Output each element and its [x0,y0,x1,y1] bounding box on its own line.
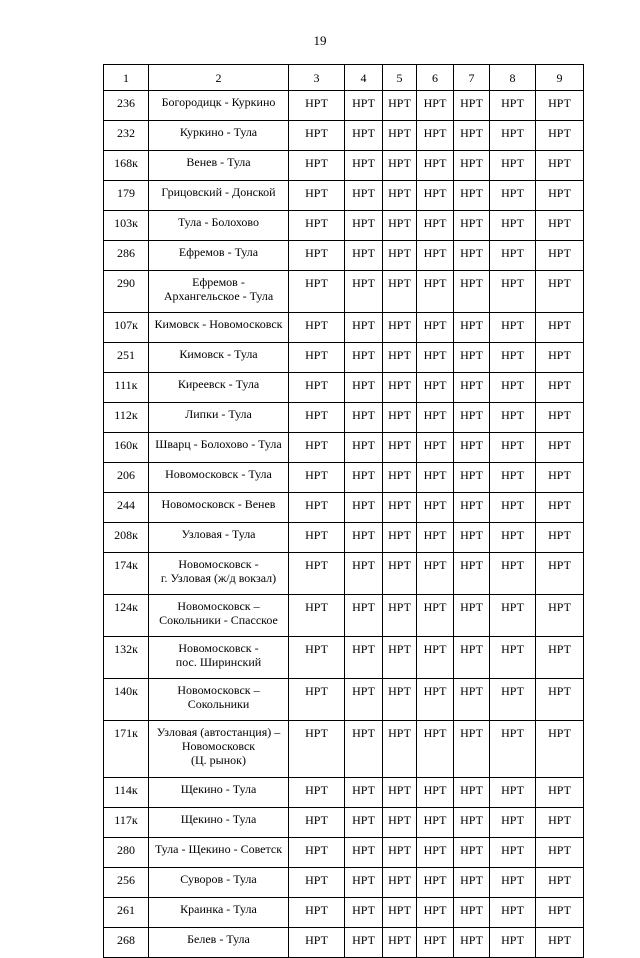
status-cell: НРТ [383,433,417,463]
status-cell: НРТ [454,463,490,493]
status-cell: НРТ [417,151,454,181]
status-cell: НРТ [454,313,490,343]
status-cell: НРТ [345,595,383,637]
status-cell: НРТ [536,313,584,343]
status-cell: НРТ [417,271,454,313]
table-row [104,595,584,637]
table-row [104,523,584,553]
status-cell: НРТ [536,343,584,373]
status-cell: НРТ [454,928,490,958]
status-cell: НРТ [454,151,490,181]
route-name-cell: Новомосковск - пос. Ширинский [149,637,289,679]
status-cell: НРТ [417,433,454,463]
route-code-cell: 124к [104,595,149,637]
status-cell: НРТ [345,553,383,595]
route-code-cell: 111к [104,373,149,403]
status-cell: НРТ [536,211,584,241]
table-row [104,403,584,433]
status-cell: НРТ [536,241,584,271]
status-cell: НРТ [454,433,490,463]
status-cell: НРТ [490,91,536,121]
status-cell: НРТ [383,271,417,313]
status-cell: НРТ [345,241,383,271]
status-cell: НРТ [536,373,584,403]
header-cell-8: 8 [490,65,536,91]
status-cell: НРТ [289,343,345,373]
status-cell: НРТ [454,373,490,403]
status-cell: НРТ [383,928,417,958]
header-cell-2: 2 [149,65,289,91]
route-name-cell: Ефремов - Архангельское - Тула [149,271,289,313]
status-cell: НРТ [536,403,584,433]
route-code-cell: 171к [104,721,149,778]
status-cell: НРТ [490,928,536,958]
status-cell: НРТ [454,523,490,553]
status-cell: НРТ [536,181,584,211]
route-name-cell: Шварц - Болохово - Тула [149,433,289,463]
status-cell: НРТ [536,808,584,838]
status-cell: НРТ [417,523,454,553]
header-cell-9: 9 [536,65,584,91]
header-row [104,65,584,91]
route-code-cell: 174к [104,553,149,595]
status-cell: НРТ [289,433,345,463]
status-cell: НРТ [289,313,345,343]
status-cell: НРТ [289,595,345,637]
status-cell: НРТ [454,493,490,523]
status-cell: НРТ [490,121,536,151]
status-cell: НРТ [383,493,417,523]
status-cell: НРТ [383,181,417,211]
status-cell: НРТ [490,778,536,808]
status-cell: НРТ [417,808,454,838]
status-cell: НРТ [417,91,454,121]
status-cell: НРТ [490,637,536,679]
route-code-cell: 286 [104,241,149,271]
status-cell: НРТ [345,433,383,463]
route-code-cell: 208к [104,523,149,553]
status-cell: НРТ [536,91,584,121]
status-cell: НРТ [490,463,536,493]
status-cell: НРТ [345,898,383,928]
status-cell: НРТ [345,181,383,211]
route-name-cell: Новомосковск – Сокольники - Спасское [149,595,289,637]
status-cell: НРТ [383,241,417,271]
status-cell: НРТ [383,679,417,721]
status-cell: НРТ [454,637,490,679]
status-cell: НРТ [417,403,454,433]
status-cell: НРТ [345,838,383,868]
status-cell: НРТ [289,928,345,958]
status-cell: НРТ [289,778,345,808]
table-row [104,433,584,463]
status-cell: НРТ [289,373,345,403]
status-cell: НРТ [490,181,536,211]
status-cell: НРТ [536,778,584,808]
status-cell: НРТ [490,523,536,553]
table-row [104,553,584,595]
status-cell: НРТ [383,211,417,241]
status-cell: НРТ [536,463,584,493]
status-cell: НРТ [417,898,454,928]
route-name-cell: Новомосковск - Венев [149,493,289,523]
status-cell: НРТ [289,898,345,928]
status-cell: НРТ [490,271,536,313]
status-cell: НРТ [490,595,536,637]
table-row [104,121,584,151]
status-cell: НРТ [490,868,536,898]
status-cell: НРТ [289,241,345,271]
route-code-cell: 236 [104,91,149,121]
status-cell: НРТ [289,493,345,523]
status-cell: НРТ [383,838,417,868]
status-cell: НРТ [345,721,383,778]
status-cell: НРТ [383,721,417,778]
status-cell: НРТ [454,808,490,838]
status-cell: НРТ [383,778,417,808]
status-cell: НРТ [383,868,417,898]
route-name-cell: Куркино - Тула [149,121,289,151]
status-cell: НРТ [536,928,584,958]
status-cell: НРТ [417,679,454,721]
status-cell: НРТ [289,403,345,433]
header-cell-1: 1 [104,65,149,91]
status-cell: НРТ [417,343,454,373]
status-cell: НРТ [289,679,345,721]
status-cell: НРТ [454,211,490,241]
status-cell: НРТ [490,151,536,181]
status-cell: НРТ [383,523,417,553]
status-cell: НРТ [289,271,345,313]
status-cell: НРТ [345,523,383,553]
status-cell: НРТ [417,211,454,241]
status-cell: НРТ [383,463,417,493]
status-cell: НРТ [289,523,345,553]
header-cell-7: 7 [454,65,490,91]
status-cell: НРТ [383,898,417,928]
table-row [104,271,584,313]
route-code-cell: 232 [104,121,149,151]
status-cell: НРТ [454,898,490,928]
status-cell: НРТ [345,313,383,343]
status-cell: НРТ [345,373,383,403]
header-cell-6: 6 [417,65,454,91]
route-code-cell: 103к [104,211,149,241]
table-row [104,91,584,121]
status-cell: НРТ [454,241,490,271]
header-cell-3: 3 [289,65,345,91]
status-cell: НРТ [289,121,345,151]
status-cell: НРТ [536,838,584,868]
route-name-cell: Узловая (автостанция) – Новомосковск (Ц. рынок) [149,721,289,778]
status-cell: НРТ [454,595,490,637]
page-number: 19 [313,33,327,48]
status-cell: НРТ [417,868,454,898]
route-name-cell: Богородицк - Куркино [149,91,289,121]
status-cell: НРТ [289,721,345,778]
status-cell: НРТ [417,928,454,958]
status-cell: НРТ [289,637,345,679]
status-cell: НРТ [417,637,454,679]
status-cell: НРТ [289,868,345,898]
status-cell: НРТ [536,595,584,637]
route-code-cell: 280 [104,838,149,868]
route-code-cell: 290 [104,271,149,313]
status-cell: НРТ [383,121,417,151]
status-cell: НРТ [289,838,345,868]
table-row [104,241,584,271]
route-name-cell: Ефремов - Тула [149,241,289,271]
status-cell: НРТ [383,595,417,637]
status-cell: НРТ [490,838,536,868]
status-cell: НРТ [383,553,417,595]
status-cell: НРТ [345,91,383,121]
route-name-cell: Тула - Болохово [149,211,289,241]
status-cell: НРТ [490,241,536,271]
status-cell: НРТ [345,493,383,523]
route-code-cell: 179 [104,181,149,211]
status-cell: НРТ [454,91,490,121]
status-cell: НРТ [454,868,490,898]
status-cell: НРТ [417,241,454,271]
status-cell: НРТ [345,211,383,241]
status-cell: НРТ [454,343,490,373]
status-cell: НРТ [490,898,536,928]
route-code-cell: 251 [104,343,149,373]
status-cell: НРТ [417,721,454,778]
status-cell: НРТ [345,868,383,898]
route-name-cell: Узловая - Тула [149,523,289,553]
status-cell: НРТ [345,343,383,373]
status-cell: НРТ [417,595,454,637]
table-row [104,343,584,373]
status-cell: НРТ [417,121,454,151]
route-code-cell: 244 [104,493,149,523]
table-row [104,721,584,778]
route-name-cell: Кимовск - Тула [149,343,289,373]
status-cell: НРТ [345,463,383,493]
status-cell: НРТ [536,151,584,181]
status-cell: НРТ [454,403,490,433]
header-cell-4: 4 [345,65,383,91]
status-cell: НРТ [417,373,454,403]
status-cell: НРТ [417,463,454,493]
table-row [104,808,584,838]
table-row [104,463,584,493]
table-row [104,181,584,211]
status-cell: НРТ [454,121,490,151]
status-cell: НРТ [454,778,490,808]
status-cell: НРТ [289,181,345,211]
route-name-cell: Киреевск - Тула [149,373,289,403]
table-row [104,373,584,403]
route-code-cell: 114к [104,778,149,808]
status-cell: НРТ [345,808,383,838]
routes-table [103,64,584,958]
status-cell: НРТ [536,721,584,778]
status-cell: НРТ [345,778,383,808]
status-cell: НРТ [383,91,417,121]
table-row [104,838,584,868]
route-code-cell: 160к [104,433,149,463]
status-cell: НРТ [345,637,383,679]
status-cell: НРТ [289,91,345,121]
route-name-cell: Новомосковск – Сокольники [149,679,289,721]
status-cell: НРТ [454,271,490,313]
status-cell: НРТ [417,838,454,868]
route-name-cell: Венев - Тула [149,151,289,181]
status-cell: НРТ [536,868,584,898]
status-cell: НРТ [289,151,345,181]
status-cell: НРТ [383,373,417,403]
route-code-cell: 206 [104,463,149,493]
route-name-cell: Новомосковск - Тула [149,463,289,493]
status-cell: НРТ [490,553,536,595]
status-cell: НРТ [289,211,345,241]
route-code-cell: 112к [104,403,149,433]
status-cell: НРТ [345,121,383,151]
route-name-cell: Липки - Тула [149,403,289,433]
route-code-cell: 256 [104,868,149,898]
route-code-cell: 168к [104,151,149,181]
status-cell: НРТ [289,463,345,493]
status-cell: НРТ [490,373,536,403]
status-cell: НРТ [345,403,383,433]
route-code-cell: 132к [104,637,149,679]
status-cell: НРТ [536,523,584,553]
status-cell: НРТ [490,679,536,721]
table-row [104,898,584,928]
status-cell: НРТ [289,808,345,838]
status-cell: НРТ [345,151,383,181]
route-name-cell: Грицовский - Донской [149,181,289,211]
status-cell: НРТ [417,493,454,523]
status-cell: НРТ [490,403,536,433]
route-name-cell: Тула - Щекино - Советск [149,838,289,868]
route-name-cell: Щекино - Тула [149,808,289,838]
status-cell: НРТ [490,721,536,778]
status-cell: НРТ [536,433,584,463]
status-cell: НРТ [536,898,584,928]
status-cell: НРТ [383,403,417,433]
status-cell: НРТ [383,313,417,343]
route-name-cell: Белев - Тула [149,928,289,958]
route-name-cell: Кимовск - Новомосковск [149,313,289,343]
table-row [104,868,584,898]
status-cell: НРТ [490,808,536,838]
status-cell: НРТ [345,271,383,313]
status-cell: НРТ [383,637,417,679]
table-row [104,679,584,721]
status-cell: НРТ [536,637,584,679]
route-code-cell: 117к [104,808,149,838]
route-code-cell: 140к [104,679,149,721]
status-cell: НРТ [536,121,584,151]
table-row [104,211,584,241]
status-cell: НРТ [454,679,490,721]
status-cell: НРТ [383,808,417,838]
status-cell: НРТ [345,679,383,721]
route-code-cell: 261 [104,898,149,928]
status-cell: НРТ [289,553,345,595]
status-cell: НРТ [383,151,417,181]
status-cell: НРТ [417,181,454,211]
status-cell: НРТ [490,313,536,343]
route-name-cell: Краинка - Тула [149,898,289,928]
status-cell: НРТ [417,313,454,343]
table-row [104,313,584,343]
header-cell-5: 5 [383,65,417,91]
status-cell: НРТ [454,181,490,211]
status-cell: НРТ [490,493,536,523]
route-code-cell: 107к [104,313,149,343]
table-row [104,493,584,523]
status-cell: НРТ [454,721,490,778]
status-cell: НРТ [536,271,584,313]
route-name-cell: Суворов - Тула [149,868,289,898]
status-cell: НРТ [417,553,454,595]
route-code-cell: 268 [104,928,149,958]
status-cell: НРТ [345,928,383,958]
status-cell: НРТ [490,433,536,463]
status-cell: НРТ [454,553,490,595]
status-cell: НРТ [490,343,536,373]
status-cell: НРТ [536,679,584,721]
routes-body [104,91,584,958]
table-row [104,637,584,679]
route-name-cell: Новомосковск - г. Узловая (ж/д вокзал) [149,553,289,595]
status-cell: НРТ [417,778,454,808]
table-row [104,151,584,181]
status-cell: НРТ [536,553,584,595]
route-name-cell: Щекино - Тула [149,778,289,808]
status-cell: НРТ [383,343,417,373]
table-row [104,778,584,808]
status-cell: НРТ [536,493,584,523]
status-cell: НРТ [490,211,536,241]
table-row [104,928,584,958]
status-cell: НРТ [454,838,490,868]
